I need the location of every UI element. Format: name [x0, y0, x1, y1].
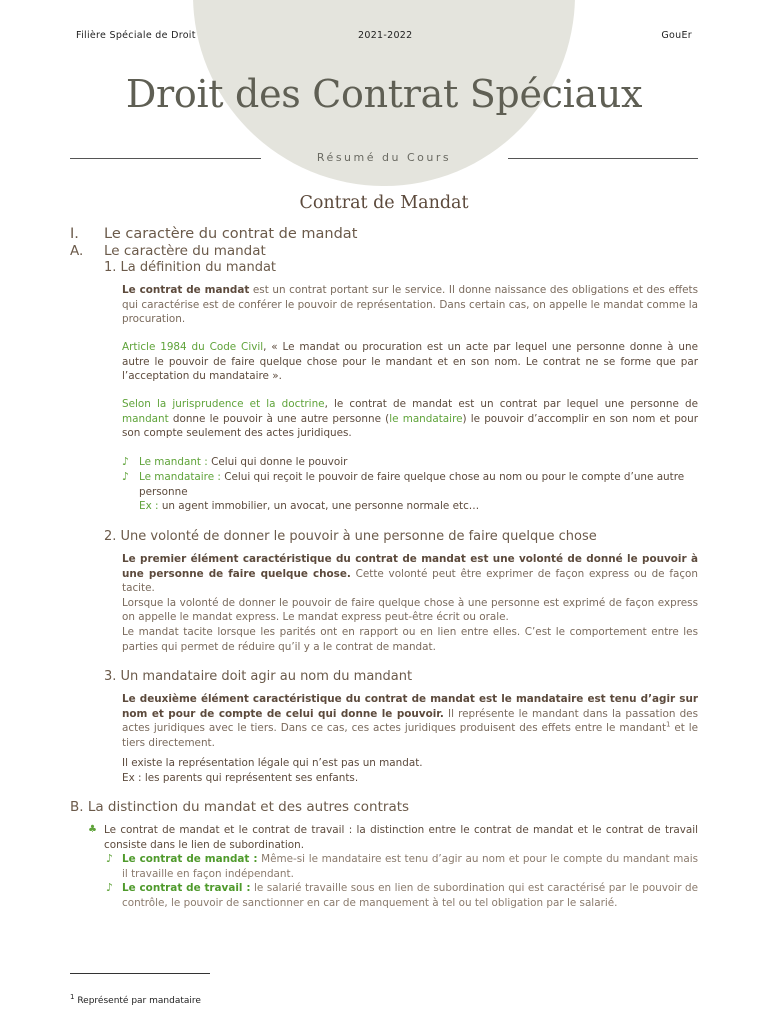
heading-part-b: B. La distinction du mandat et des autres contrats [70, 799, 410, 815]
example-line [122, 499, 698, 514]
paragraph-text: , « Le mandat ou procuration est un acte par lequel une personne donne à une autre le pouvoir de faire quelque chose pour le mandant et en son nom. Le contrat ne se forme que par l’acceptation du mandataire ». [122, 341, 698, 383]
footnote-ref: 1 [666, 720, 671, 729]
highlight-term: Selon la jurisprudence et la doctrine [122, 398, 325, 410]
paragraph-text: et le tiers directement. [122, 722, 699, 749]
footnote-text: Représenté par mandataire [74, 996, 201, 1006]
list-text: Celui qui donne le pouvoir [207, 456, 348, 468]
heading-text: Le caractère du contrat de mandat [104, 226, 358, 242]
footnote [70, 993, 201, 1006]
distinction-list [88, 823, 698, 911]
footnote-rule [70, 973, 210, 974]
paragraph-text: est un contrat portant sur le service. Il donne naissance des obligations et des effets qui caractérise est de conférer le pouvoir de représentation. Dans certain cas, on appelle le mandat comme la procuration. [122, 284, 698, 326]
paragraph-text: Cette volonté peut être exprimer de façon express ou de façon tacite. [122, 567, 699, 595]
sub-list-item [88, 852, 698, 881]
header-left: Filière Spéciale de Droit [76, 30, 196, 41]
heading-definition: 1. La définition du mandat [104, 260, 277, 275]
paragraph-volonte [122, 552, 698, 654]
example-text: un agent immobilier, un avocat, une personne normale etc… [158, 500, 480, 513]
paragraph-text: Ex : les parents qui représentent ses enfants. [122, 771, 359, 784]
definition-list [122, 455, 698, 514]
paragraph-text: Il représente le mandant dans la passation des actes juridiques avec le tiers. Dans ce cas, ces actes juridiques produisent des effets entre le mandant [122, 707, 698, 735]
paragraph-article [122, 340, 698, 384]
paragraph-text: Il existe la représentation légale qui n’est pas un mandat. [122, 757, 423, 769]
heading-part-1 [70, 226, 357, 242]
list-text: Même-si le mandataire est tenu d’agir au nom et pour le compte du mandant mais il travaille en façon indépendant. [122, 853, 698, 880]
page-title: Droit des Contrat Spéciaux [125, 72, 643, 116]
example-label: Ex : [139, 500, 159, 513]
article-reference: Article 1984 du Code Civil [122, 341, 264, 353]
bold-statement: Le premier élément caractéristique du contrat de mandat est une volonté de donné le pouvoir à une personne de faire quelque chose. [122, 553, 698, 580]
heading-volonte: 2. Une volonté de donner le pouvoir à une personne de faire quelque chose [104, 529, 597, 544]
music-note-icon: ♪ [106, 852, 114, 866]
highlight-term: mandant [122, 412, 169, 425]
subtitle: Résumé du Cours [316, 151, 452, 164]
list-text: le salarié travaille sous en lien de subordination qui est caractérisé par le pouvoir de contrôle, le pouvoir de sanctionner en car de manquement à tel ou tel obligation par le salarié. [122, 882, 699, 909]
list-item [122, 470, 698, 500]
paragraph-text: Lorsque la volonté de donner le pouvoir de faire quelque chose à une personne est exprimé de façon express on appelle le mandat express. Le mandat express peut-être écrit ou orale. [122, 596, 698, 624]
heading-number: A. [70, 243, 84, 259]
list-term: Le mandataire : [139, 470, 221, 483]
list-term: Le contrat de travail : [122, 882, 251, 895]
sub-list-item [88, 881, 698, 910]
music-note-icon: ♪ [122, 469, 130, 483]
heading-agir: 3. Un mandataire doit agir au nom du mandant [104, 669, 413, 684]
highlight-term: le mandataire [389, 412, 463, 425]
list-text: Celui qui reçoit le pouvoir de faire quelque chose au nom ou pour le compte d’une autre personne [139, 470, 685, 498]
heading-text: Le caractère du mandat [104, 243, 266, 259]
heading-number: I. [70, 226, 79, 242]
list-term: Le mandant : [139, 456, 208, 468]
paragraph-agir [122, 692, 698, 750]
club-icon: ♣ [88, 824, 97, 835]
header-center: 2021-2022 [358, 30, 413, 41]
paragraph-definition [122, 283, 698, 327]
bold-statement: Le deuxième élément caractéristique du contrat de mandat est le mandataire est tenu d’agir sur nom et pour de compte de celui qui donne le pouvoir. [122, 693, 698, 720]
list-item [88, 823, 698, 852]
list-item [122, 455, 698, 470]
heading-part-a [70, 243, 266, 259]
paragraph-text: ) le pouvoir d’accomplir en son nom et pour son compte seulement des actes juridiques. [122, 412, 698, 440]
paragraph-jurisprudence [122, 397, 698, 441]
music-note-icon: ♪ [106, 881, 114, 895]
paragraph-representation [122, 756, 698, 785]
header-right: GouEr [661, 30, 692, 41]
paragraph-text: , le contrat de mandat est un contrat par lequel une personne de [324, 398, 698, 410]
footnote-number: 1 [70, 993, 75, 1001]
list-text: Le contrat de mandat et le contrat de travail : la distinction entre le contrat de mandat et le contrat de travail consiste dans le lien de subordination. [104, 824, 698, 851]
music-note-icon: ♪ [122, 455, 130, 468]
paragraph-text: Le mandat tacite lorsque les parités ont en rapport ou en lien entre elles. C’est le comportement entre les parties qui permet de réduire qu’il y a le contrat de mandat. [122, 625, 698, 653]
list-term: Le contrat de mandat : [122, 853, 258, 866]
paragraph-text: donne le pouvoir à une autre personne ( [168, 412, 390, 425]
bold-term: Le contrat de mandat [122, 284, 250, 296]
section-title: Contrat de Mandat [299, 193, 469, 213]
